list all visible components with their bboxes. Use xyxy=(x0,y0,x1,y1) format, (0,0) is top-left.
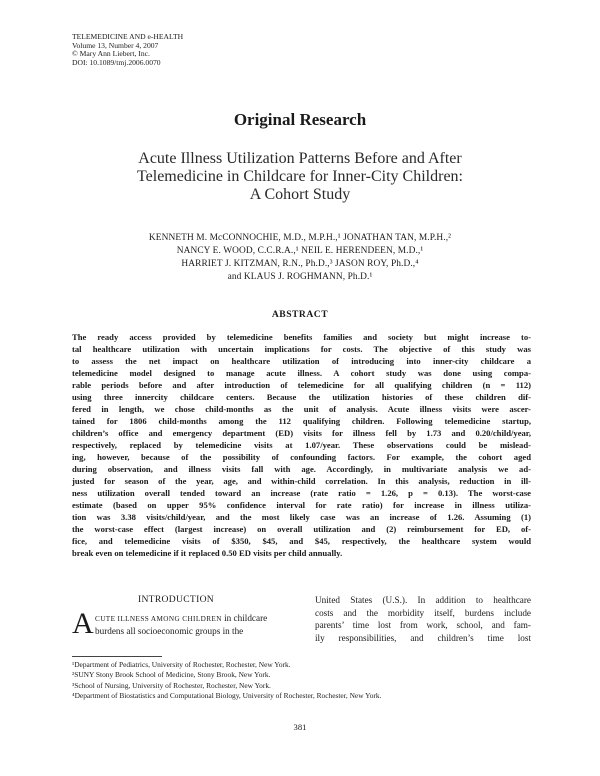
section-title: Original Research xyxy=(233,110,367,129)
journal-volume: Volume 13, Number 4, 2007 xyxy=(72,40,159,50)
paper-title xyxy=(60,150,540,204)
abstract-line: to assess the net impact on healthcare utilization of introducing into inner-city childcare a xyxy=(72,356,531,366)
author-line: KENNETH M. McCONNOCHIE, M.D., M.P.H.,¹ JONATHAN TAN, M.P.H.,² xyxy=(148,233,452,243)
page-number: 381 xyxy=(293,722,307,732)
abstract-line: tal healthcare utilization with uncertain implications for costs. The objective of this study was xyxy=(72,344,531,354)
intro-line: United States (U.S.). In addition to healthcare xyxy=(315,595,531,605)
footnotes xyxy=(72,660,381,702)
abstract-line: justed for season of the year, age, and within-child correlation. In this analysis, reduction in ill- xyxy=(72,476,531,486)
intro-line: parents’ time lost from work, school, and fam- xyxy=(315,620,531,630)
abstract-body xyxy=(72,331,531,559)
abstract-line: ness utilization overall tended toward an increase (rate ratio = 1.26, p = 0.13). The worst-case xyxy=(72,488,531,498)
author-list xyxy=(60,232,540,284)
abstract-line: fice, and telemedicine visits of $350, $45, and $45, respectively, the healthcare system would xyxy=(72,536,531,546)
abstract-line: tained for 1806 child-months among the 112 qualifying children. Following telemedicine startup, xyxy=(72,416,531,426)
journal-copyright: © Mary Ann Liebert, Inc. xyxy=(72,49,150,59)
abstract-line: using three innercity childcare centers. Because the utilization histories of these children dif- xyxy=(72,392,531,402)
author-line: HARRIET J. KITZMAN, R.N., Ph.D.,³ JASON ROY, Ph.D.,⁴ xyxy=(181,259,419,269)
paper-title-line: Telemedicine in Childcare for Inner-City Children: xyxy=(136,168,463,185)
abstract-line: estimate (based on upper 95% confidence interval for rate ratio) for increase in illness utiliza- xyxy=(72,500,531,510)
footnote: ³School of Nursing, University of Rochester, Rochester, New York. xyxy=(72,680,271,690)
journal-info xyxy=(72,33,183,67)
intro-line: costs and the morbidity itself, burdens include xyxy=(315,607,531,618)
abstract-line: during observation, and illness visits fall with age. Accordingly, in multivariate analysis we ad- xyxy=(72,464,531,474)
abstract-line: children’s office and emergency department (ED) visits for illness fell by 1.73 and 0.20/child/year, xyxy=(72,428,531,438)
intro-line-rest: in childcare xyxy=(221,613,268,623)
abstract-line: fered in length, we chose child-months as the unit of analysis. Acute illness visits were ascer- xyxy=(72,404,531,414)
abstract-line: tion was 3.38 visits/child/year, and the most likely case was an increase of 1.26. Assuming (1) xyxy=(72,512,531,522)
introduction-heading: INTRODUCTION xyxy=(137,594,215,605)
abstract-line: respectively, replaced by telemedicine visits at 1.07/year. These observations could be mislead- xyxy=(72,440,531,450)
intro-smallcaps: CUTE ILLNESS AMONG CHILDREN xyxy=(95,615,222,623)
drop-cap: A xyxy=(72,607,94,640)
paper-title-line: A Cohort Study xyxy=(249,186,351,203)
footnote-divider xyxy=(72,656,162,657)
intro-line xyxy=(95,612,267,626)
journal-name: TELEMEDICINE AND e-HEALTH xyxy=(72,32,184,41)
abstract-line: ing, however, because of the possibility of confounding factors. For example, the cohort aged xyxy=(72,452,531,462)
author-line: NANCY E. WOOD, C.C.R.A.,¹ NEIL E. HERENDEEN, M.D.,¹ xyxy=(176,246,424,256)
intro-line: burdens all socioeconomic groups in the xyxy=(95,625,244,636)
footnote: ¹Department of Pediatrics, University of Rochester, Rochester, New York. xyxy=(72,660,291,669)
footnote: ⁴Department of Biostatistics and Computational Biology, University of Rochester, Rochester, New York. xyxy=(72,691,382,701)
abstract-line: The ready access provided by telemedicine benefits families and society but might increase to- xyxy=(72,332,531,342)
abstract-line: the worst-case effect (largest increase) on overall utilization and (2) reimbursement for ED, of- xyxy=(72,524,531,534)
abstract-line: break even on telemedicine if it replaced 0.50 ED visits per child annually. xyxy=(72,548,343,558)
footnote: ²SUNY Stony Brook School of Medicine, Stony Brook, New York. xyxy=(72,670,271,680)
abstract-line: telemedicine model designed to manage acute illness. A cohort study was done using compa- xyxy=(72,368,531,378)
abstract-line: rable periods before and after introduction of telemedicine for all qualifying children (n = 112) xyxy=(72,380,531,390)
intro-line: ily responsibilities, and children’s time lost xyxy=(315,632,531,643)
paper-title-line: Acute Illness Utilization Patterns Before and After xyxy=(138,150,462,167)
author-line: and KLAUS J. ROGHMANN, Ph.D.¹ xyxy=(227,272,373,282)
abstract-heading: ABSTRACT xyxy=(271,309,329,320)
journal-doi: DOI: 10.1089/tmj.2006.0070 xyxy=(72,57,161,67)
intro-right-column xyxy=(315,594,531,644)
